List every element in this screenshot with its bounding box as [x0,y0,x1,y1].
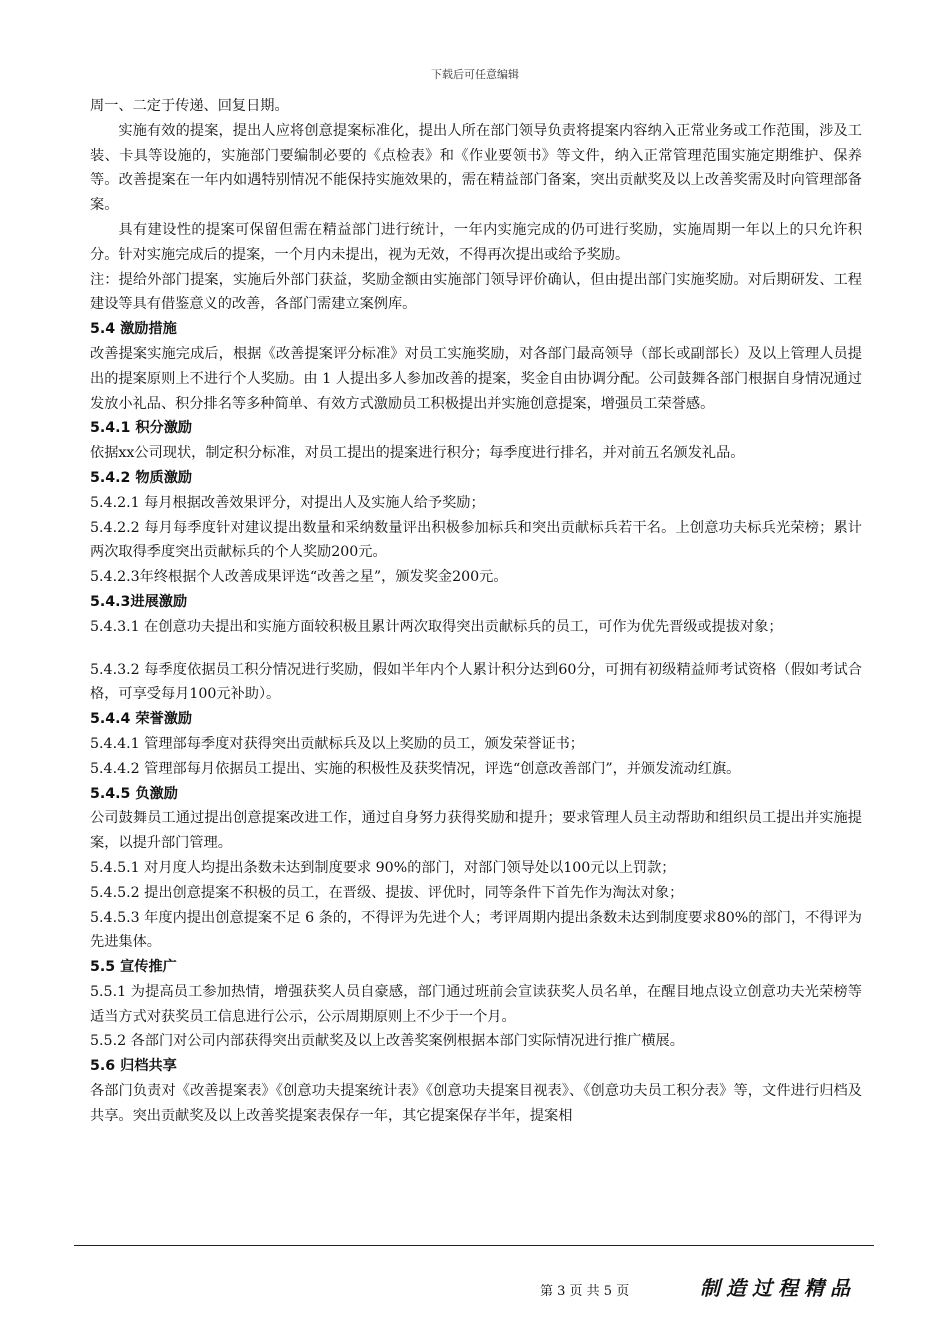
paragraph: 具有建设性的提案可保留但需在精益部门进行统计，一年内实施完成的仍可进行奖励，实施周期一年以上的只允许积分。针对实施完成后的提案，一个月内未提出，视为无效，不得再次提出或给予奖励。 [90,221,862,263]
paragraph: 5.4.3.1 在创意功夫提出和实施方面较积极且累计两次取得突出贡献标兵的员工，可作为优先晋级或提拔对象； [90,618,783,635]
paragraph: 5.4.2.1 每月根据改善效果评分，对提出人及实施人给予奖励； [90,494,485,511]
paragraph: 5.4.3.2 每季度依据员工积分情况进行奖励，假如半年内个人累计积分达到60分，可拥有初级精益师考试资格（假如考试合格，可享受每月100元补助）。 [90,661,862,703]
paragraph: 5.5.1 为提高员工参加热情，增强获奖人员自豪感，部门通过班前会宣读获奖人员名单，在醒目地点设立创意功夫光荣榜等适当方式对获奖员工信息进行公示，公示周期原则上不少于一个月。 [90,983,862,1025]
page-header: 下载后可任意编辑 [431,68,519,81]
paragraph: 周一、二定于传递、回复日期。 [90,98,289,114]
section-heading: 5.5 宣传推广 [90,959,177,976]
document-body [90,94,862,1129]
section-heading: 5.4.2 物质激励 [90,469,193,486]
paragraph: 依据xx公司现状，制定积分标准，对员工提出的提案进行积分；每季度进行排名，并对前五名颁发礼品。 [90,445,745,462]
paragraph: 5.4.4.1 管理部每季度对获得突出贡献标兵及以上奖励的员工，颁发荣誉证书； [90,735,584,752]
section-heading: 5.4.1 积分激励 [90,420,193,437]
paragraph: 5.4.5.1 对月度人均提出条数未达到制度要求 90%的部门，对部门领导处以100元以上罚款； [90,859,676,876]
paragraph: 各部门负责对《改善提案表》《创意功夫提案统计表》《创意功夫提案目视表》、《创意功夫员工积分表》等，文件进行归档及共享。突出贡献奖及以上改善奖提案表保存一年，其它提案保存半年，提案相 [90,1083,862,1124]
paragraph: 5.4.2.2 每月每季度针对建议提出数量和采纳数量评出积极参加标兵和突出贡献标兵若干名。上创意功夫标兵光荣榜；累计两次取得季度突出贡献标兵的个人奖励200元。 [90,519,862,561]
section-heading: 5.4.5 负激励 [90,785,178,802]
section-heading: 5.4.4 荣誉激励 [90,711,193,728]
section-heading: 5.4.3进展激励 [90,593,188,610]
section-heading: 5.4 激励措施 [90,321,177,338]
footer-slogan: 制造过程精品 [700,1276,856,1300]
paragraph: 5.5.2 各部门对公司内部获得突出贡献奖及以上改善奖案例根据本部门实际情况进行推广横展。 [90,1033,684,1050]
paragraph: 5.4.5.2 提出创意提案不积极的员工，在晋级、提拔、评优时，同等条件下首先作为淘汰对象； [90,884,684,901]
footer-divider [74,1245,874,1246]
paragraph: 改善提案实施完成后，根据《改善提案评分标准》对员工实施奖励，对各部门最高领导（部长或副部长）及以上管理人员提出的提案原则上不进行个人奖励。由 1 人提出多人参加改善的提案，奖金自由协调分配。公司鼓舞各部门根据自身情况通过发放小礼品、积分排名等多种简单、有效方式激励员工积极提出并实施创意提案，增强员工荣誉感。 [90,345,862,412]
paragraph: 5.4.5.3 年度内提出创意提案不足 6 条的，不得评为先进个人；考评周期内提出条数未达到制度要求80%的部门，不得评为先进集体。 [90,909,862,951]
paragraph: 公司鼓舞员工通过提出创意提案改进工作，通过自身努力获得奖励和提升；要求管理人员主动帮助和组织员工提出并实施提案，以提升部门管理。 [90,810,862,852]
paragraph: 实施有效的提案，提出人应将创意提案标准化，提出人所在部门领导负责将提案内容纳入正常业务或工作范围，涉及工装、卡具等设施的，实施部门要编制必要的《点检表》和《作业要领书》等文件，纳入正常管理范围实施定期维护、保养等。改善提案在一年内如遇特别情况不能保持实施效果的，需在精益部门备案，突出贡献奖及以上改善奖需及时向管理部备案。 [90,122,862,214]
paragraph: 注：提给外部门提案，实施后外部门获益，奖励金额由实施部门领导评价确认，但由提出部门实施奖励。对后期研发、工程建设等具有借鉴意义的改善，各部门需建立案例库。 [90,271,862,313]
paragraph: 5.4.2.3年终根据个人改善成果评选“改善之星”，颁发奖金200元。 [90,569,508,586]
section-heading: 5.6 归档共享 [90,1058,177,1075]
page-number: 第 3 页 共 5 页 [540,1284,630,1299]
paragraph: 5.4.4.2 管理部每月依据员工提出、实施的积极性及获奖情况，评选“创意改善部门”，并颁发流动红旗。 [90,760,741,777]
